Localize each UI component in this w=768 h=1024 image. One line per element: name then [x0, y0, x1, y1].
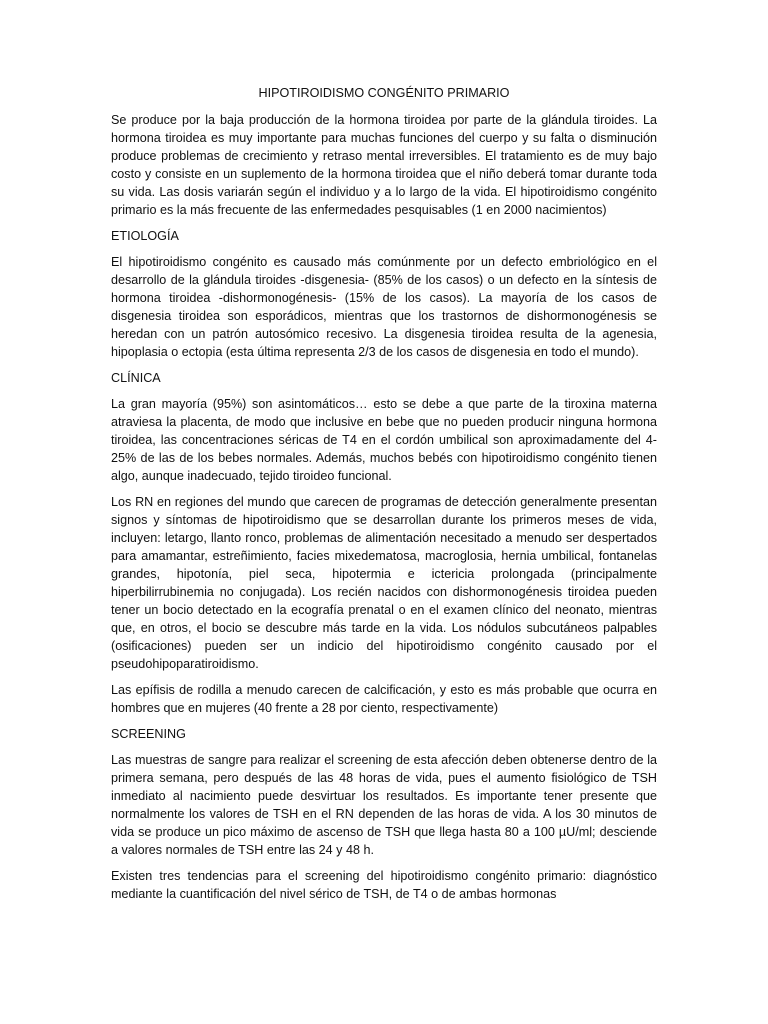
screening-paragraph-2: Existen tres tendencias para el screening del hipotiroidismo congénito primario: diagnóstico mediante la cuantificación del nivel sérico de TSH, de T4 o de ambas hormonas — [111, 869, 657, 901]
etiologia-paragraph: El hipotiroidismo congénito es causado más comúnmente por un defecto embriológico en el desarrollo de la glándula tiroides -disgenesia- (85% de los casos) o un defecto en la síntesis de hormona tiroidea -dishormonogénesis- (15% de los casos). La mayoría de los casos de disgenesia tiroidea son esporádicos, mientras que los trastornos de dishormonogénesis se heredan con un patrón autosómico recesivo. La disgenesia tiroidea resulta de la agenesia, hipoplasia o ectopia (esta última representa 2/3 de los casos de disgenesia en todo el mundo). — [111, 255, 657, 359]
intro-paragraph: Se produce por la baja producción de la hormona tiroidea por parte de la glándula tiroides. La hormona tiroidea es muy importante para muchas funciones del cuerpo y su falta o disminución produce problemas de crecimiento y retraso mental irreversibles. El tratamiento es de muy bajo costo y consiste en un suplemento de la hormona tiroidea que el niño deberá tomar durante toda su vida. Las dosis variarán según el individuo y a lo largo de la vida. El hipotiroidismo congénito primario es la más frecuente de las enfermedades pesquisables (1 en 2000 nacimientos) — [111, 113, 657, 217]
section-heading-etiologia: ETIOLOGÍA — [111, 229, 179, 243]
clinica-paragraph-2: Los RN en regiones del mundo que carecen de programas de detección generalmente presentan signos y síntomas de hipotiroidismo que se desarrollan durante los primeros meses de vida, incluyen: letargo, llanto ronco, problemas de alimentación necesitado a menudo ser despertados para amamantar, estreñimiento, facies mixedematosa, macroglosia, hernia umbilical, fontanelas grandes, hipotonía, piel seca, hipotermia e ictericia prolongada (principalmente hiperbilirrubinemia no conjugada). Los recién nacidos con dishormonogénesis tiroidea pueden tener un bocio detectado en la ecografía prenatal o en el examen clínico del neonato, mientras que, en otros, el bocio se descubre más tarde en la vida. Los nódulos subcutáneos palpables (osificaciones) pueden ser un indicio del hipotiroidismo congénito causado por el pseudohipoparatiroidismo. — [111, 495, 657, 671]
section-heading-screening: SCREENING — [111, 727, 186, 741]
screening-paragraph-1: Las muestras de sangre para realizar el screening de esta afección deben obtenerse dentro de la primera semana, pero después de las 48 horas de vida, pues el aumento fisiológico de TSH inmediato al nacimiento puede desvirtuar los resultados. Es importante tener presente que normalmente los valores de TSH en el RN dependen de las horas de vida. A los 30 minutos de vida se produce un pico máximo de ascenso de TSH que llega hasta 80 a 100 µU/ml; desciende a valores normales de TSH entre las 24 y 48 h. — [111, 753, 657, 857]
document-title: HIPOTIROIDISMO CONGÉNITO PRIMARIO — [258, 86, 510, 100]
document-page — [111, 84, 657, 911]
clinica-paragraph-3: Las epífisis de rodilla a menudo carecen de calcificación, y esto es más probable que ocurra en hombres que en mujeres (40 frente a 28 por ciento, respectivamente) — [111, 683, 657, 715]
clinica-paragraph-1: La gran mayoría (95%) son asintomáticos… esto se debe a que parte de la tiroxina materna atraviesa la placenta, de modo que inclusive en bebe que no pueden producir ninguna hormona tiroidea, las concentraciones séricas de T4 en el cordón umbilical son aproximadamente del 4-25% de las de los bebes normales. Además, muchos bebés con hipotiroidismo congénito tienen algo, aunque inadecuado, tejido tiroideo funcional. — [111, 397, 657, 483]
section-heading-clinica: CLÍNICA — [111, 371, 161, 385]
